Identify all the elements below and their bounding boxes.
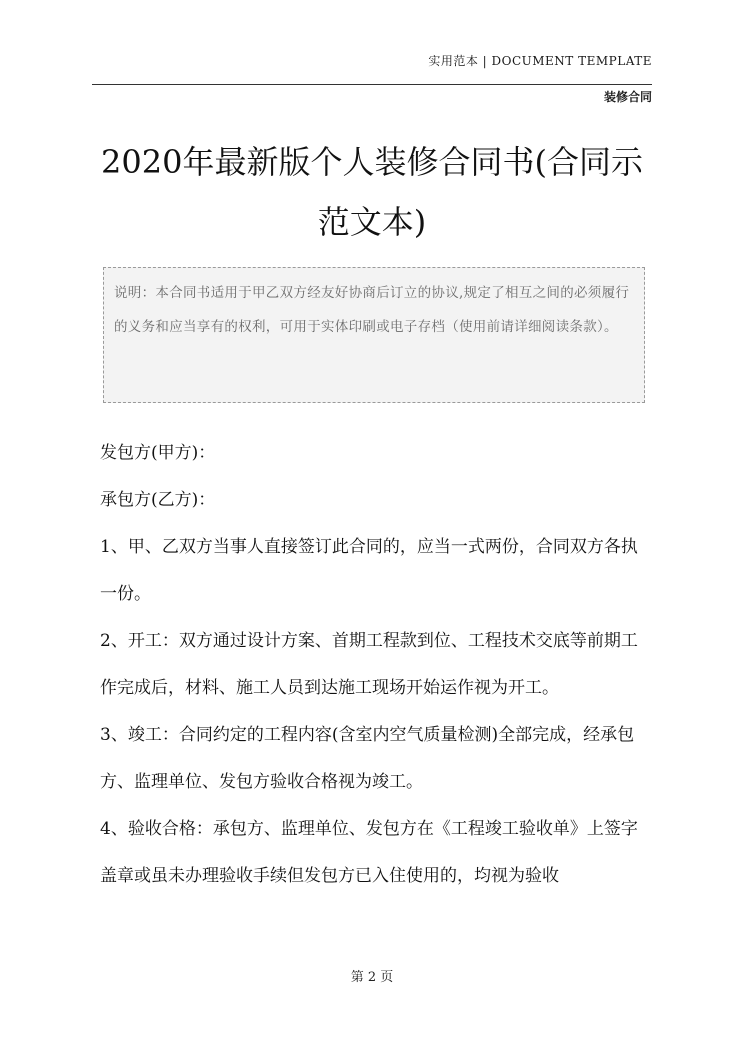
description-note-box: [103, 267, 645, 403]
header-divider: [92, 84, 652, 85]
description-note-text: 说明：本合同书适用于甲乙双方经友好协商后订立的协议,规定了相互之间的必须履行的义务和应当享有的权利，可用于实体印刷或电子存档（使用前请详细阅读条款）。: [114, 285, 630, 335]
clause-3: 3、竣工：合同约定的工程内容(含室内空气质量检测)全部完成，经承包方、监理单位、发包方验收合格视为竣工。: [100, 725, 635, 792]
clause-1: 1、甲、乙双方当事人直接签订此合同的，应当一式两份，合同双方各执一份。: [100, 537, 638, 604]
document-template-label: 实用范本 | DOCUMENT TEMPLATE: [428, 54, 652, 68]
document-title: 2020年最新版个人装修合同书(合同示范文本): [101, 143, 643, 241]
party-b-line: 承包方(乙方)：: [100, 490, 216, 510]
clause-2: 2、开工：双方通过设计方案、首期工程款到位、工程技术交底等前期工作完成后，材料、施工人员到达施工现场开始运作视为开工。: [100, 631, 638, 698]
category-label: 装修合同: [603, 90, 652, 104]
clause-4: 4、验收合格：承包方、监理单位、发包方在《工程竣工验收单》上签字盖章或虽未办理验收手续但发包方已入住使用的，均视为验收: [100, 819, 638, 886]
page-number: 第 2 页: [350, 970, 394, 985]
party-a-line: 发包方(甲方)：: [100, 443, 216, 463]
contract-body: [100, 430, 652, 900]
